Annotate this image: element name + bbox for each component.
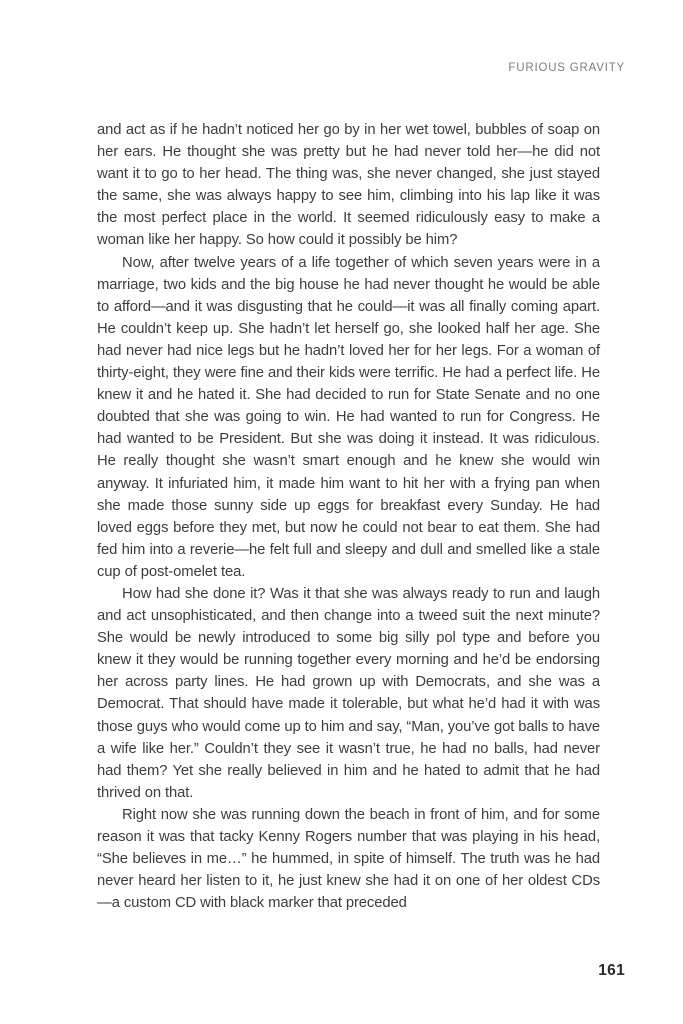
paragraph: and act as if he hadn’t noticed her go by in her wet towel, bubbles of soap on her ears. He thought she was pretty but he had never told her—he did not want it to go to her head. The thing was, she never changed, she just stayed the same, she was always happy to see him, climbing into his lap like it was the most perfect place in the world. It seemed ridiculously easy to make a woman like her happy. So how could it possibly be him? bbox=[97, 122, 600, 249]
page-number: 161 bbox=[598, 962, 625, 979]
running-header: FURIOUS GRAVITY bbox=[508, 62, 625, 74]
paragraph: How had she done it? Was it that she was always ready to run and laugh and act unsophisticated, and then change into a tweed suit the next minute? She would be newly introduced to some big silly pol type and before you knew it they would be running together every morning and he’d be endorsing her across party lines. He had grown up with Democrats, and she was a Democrat. That should have made it tolerable, but what he’d had it with was those guys who would come up to him and say, “Man, you’ve got balls to have a wife like her.” Couldn’t they see it wasn’t true, he had no balls, had never had them? Yet she really believed in him and he hated to admit that he had thrived on that. bbox=[97, 585, 601, 801]
paragraph: Now, after twelve years of a life together of which seven years were in a marriage, two kids and the big house he had never thought he would be able to afford—and it was disgusting that he could—it was all finally coming apart. He couldn’t keep up. She hadn’t let herself go, she looked half her age. She had never had nice legs but he hadn’t loved her for her legs. For a woman of thirty-eight, they were fine and their kids were terrific. He had a perfect life. He knew it and he hated it. She had decided to run for State Senate and no one doubted that she was going to win. He had wanted to run for Congress. He had wanted to be President. But she was doing it instead. It was ridiculous. He really thought she wasn’t smart enough and he knew she would win anyway. It infuriated him, it made him want to hit her with a frying pan when she made those sunny side up eggs for breakfast every Sunday. He had loved eggs before they met, but now he could not bear to eat them. She had fed him into a reverie—he felt full and sleepy and dull and smelled like a stale cup of post-omelet tea. bbox=[97, 254, 600, 580]
page-body bbox=[97, 119, 600, 914]
paragraph: Right now she was running down the beach in front of him, and for some reason it was that tacky Kenny Rogers number that was playing in his head, “She believes in me…” he hummed, in spite of himself. The truth was he had never heard her listen to it, he just knew she had it on one of her oldest CDs—a custom CD with black marker that preceded bbox=[97, 806, 600, 912]
